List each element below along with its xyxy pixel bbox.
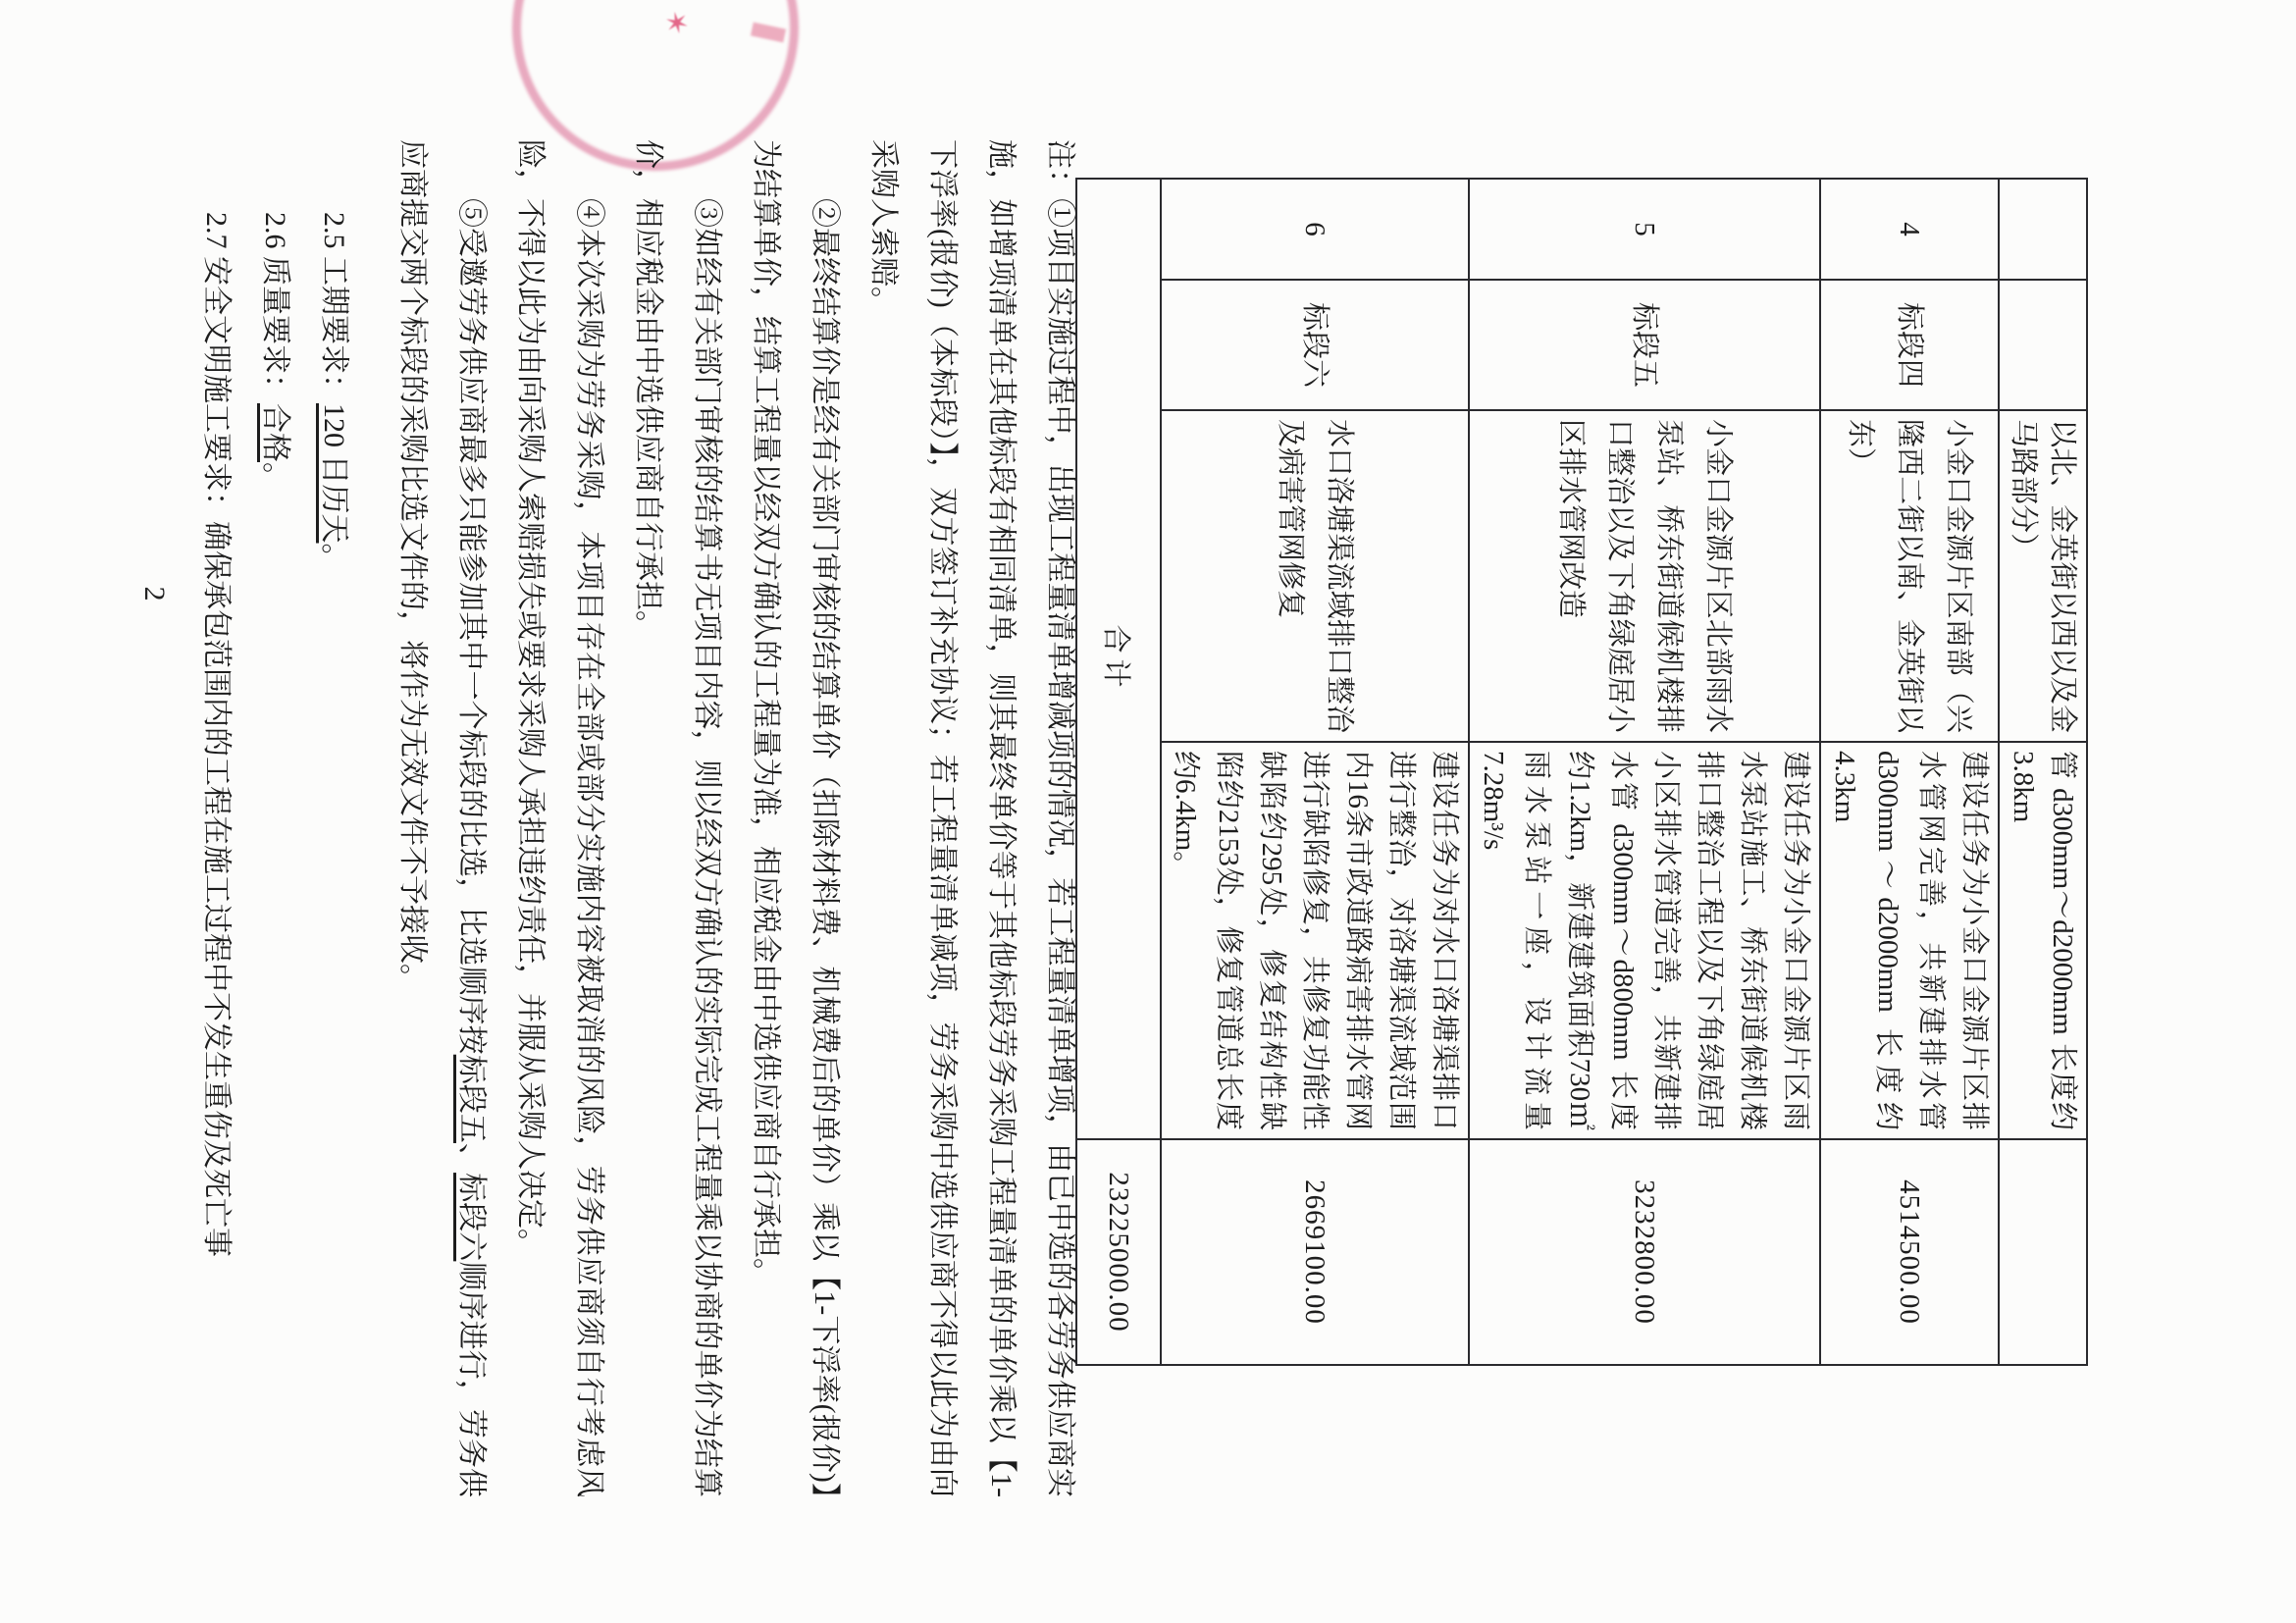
cell-section: 标段六 xyxy=(1161,280,1469,410)
cell-section: 标段四 xyxy=(1820,280,1999,410)
note-5-separator: 、 xyxy=(455,1142,488,1174)
section-2-6-label: 2.6 质量要求： xyxy=(259,212,291,403)
section-2-6-value-underlined: 合格 xyxy=(259,403,291,462)
cell-project-name: 小金口金源片区南部（兴隆西二街以南、金英街以东） xyxy=(1820,410,1999,742)
cell-seq: 4 xyxy=(1820,179,1999,280)
note-1: 注：①项目实施过程中，出现工程量清单增减项的情况，若工程量清单增项，由已中选的各劳务供应商实施，如增项清单在其他标段有相同清单，则其最终单价等于其他标段劳务采购工程量清单的单价乘以【1-下浮率(报价)（本标段）】，双方签订补充协议；若工程量清单减项，劳务采购中选供应商不得以此为由向采购人索赔。 xyxy=(867,139,1076,1497)
cell-build-desc: 管 d300mm～d2000mm 长度约3.8km xyxy=(1999,742,2087,1139)
cell-build-desc: 建设任务为小金口金源片区雨水泵站施工、桥东街道候机楼排口整治工程以及下角绿庭居小区排水管道完善，共新建排水管 d300mm～d800mm 长度约1.2km，新建建筑面积730㎡雨水泵站一座，设计流量7.28m³/s xyxy=(1469,742,1820,1139)
note-4: ④本次采购为劳务采购，本项目存在全部或部分实施内容被取消的风险，劳务供应商须自行考虑风险，不得以此为由向采购人索赔损失或要求采购人承担违约责任，并服从采购人决定。 xyxy=(514,139,605,1497)
section-2-5-duration xyxy=(304,139,363,1497)
note-5-section5-underlined: 标段五 xyxy=(455,1054,488,1143)
page-number: 2 xyxy=(138,586,171,602)
cell-amount: 3232800.00 xyxy=(1469,1139,1820,1365)
cell-amount: 2669100.00 xyxy=(1161,1139,1469,1365)
bid-sections-table xyxy=(1075,178,2088,1366)
note-5-tail: 顺序进行，劳务供应商提交两个标段的采购比选文件的，将作为无效文件不予接收。 xyxy=(396,139,488,1498)
red-seal-glyph-icon: ✶ xyxy=(655,5,696,39)
cell-project-name: 以北、金英街以西以及金马路部分） xyxy=(1999,410,2087,742)
cell-total-amount: 23225000.00 xyxy=(1076,1139,1161,1365)
cell-seq xyxy=(1999,179,2087,280)
note-2: ②最终结算价是经有关部门审核的结算单价（扣除材料费、机械费后的单价）乘以【1-下浮率(报价)】为结算单价，结算工程量以经双方确认的工程量为准，相应税金由中选供应商自行承担。 xyxy=(750,139,841,1497)
note-3: ③如经有关部门审核的结算书无项目内容，则以经双方确认的实际完成工程量乘以协商的单价为结算价，相应税金由中选供应商自行承担。 xyxy=(632,139,723,1497)
cell-section xyxy=(1999,280,2087,410)
note-5-section6-underlined: 标段六 xyxy=(455,1173,488,1262)
cell-amount: 4514500.00 xyxy=(1820,1139,1999,1365)
table-row-4 xyxy=(1820,179,1999,1365)
cell-build-desc: 建设任务为小金口金源片区排水管网完善，共新建排水管 d300mm～d2000mm 长度约4.3km xyxy=(1820,742,1999,1139)
cell-project-name: 水口洛塘渠流域排口整治及病害管网修复 xyxy=(1161,410,1469,742)
note-5-text: ⑤受邀劳务供应商最多只能参加其中一个标段的比选，比选顺序按 xyxy=(455,198,488,1055)
cell-seq: 5 xyxy=(1469,179,1820,280)
section-2-5-value-underlined: 120 日历天 xyxy=(318,403,350,544)
notes-block xyxy=(383,139,1089,1497)
section-2-5-label: 2.5 工期要求： xyxy=(318,212,350,403)
cell-project-name: 小金口金源片区北部雨水泵站、桥东街道候机楼排口整治以及下角绿庭居小区排水管网改造 xyxy=(1469,410,1820,742)
cell-amount xyxy=(1999,1139,2087,1365)
section-2-5-period: 。 xyxy=(318,543,350,573)
table-row-continuation xyxy=(1999,179,2087,1365)
section-2-6-period: 。 xyxy=(259,462,291,492)
section-2-7-safety: 2.7 安全文明施工要求：确保承包范围内的工程在施工过程中不发生重伤及死亡事 xyxy=(200,212,233,1257)
note-5 xyxy=(383,139,500,1497)
table-row-6 xyxy=(1161,179,1469,1365)
section-2-6-quality xyxy=(245,139,304,1497)
cell-section: 标段五 xyxy=(1469,280,1820,410)
cell-seq: 6 xyxy=(1161,179,1469,280)
table-row-5 xyxy=(1469,179,1820,1365)
cell-total-label: 合计 xyxy=(1076,179,1161,1139)
cell-build-desc: 建设任务为对水口洛塘渠排口进行整治，对洛塘渠流域范围内16条市政道路病害排水管网进行缺陷修复，共修复功能性缺陷约295处，修复结构性缺陷约2153处，修复管道总长度约6.4km。 xyxy=(1161,742,1469,1139)
requirement-sections xyxy=(186,139,363,1497)
